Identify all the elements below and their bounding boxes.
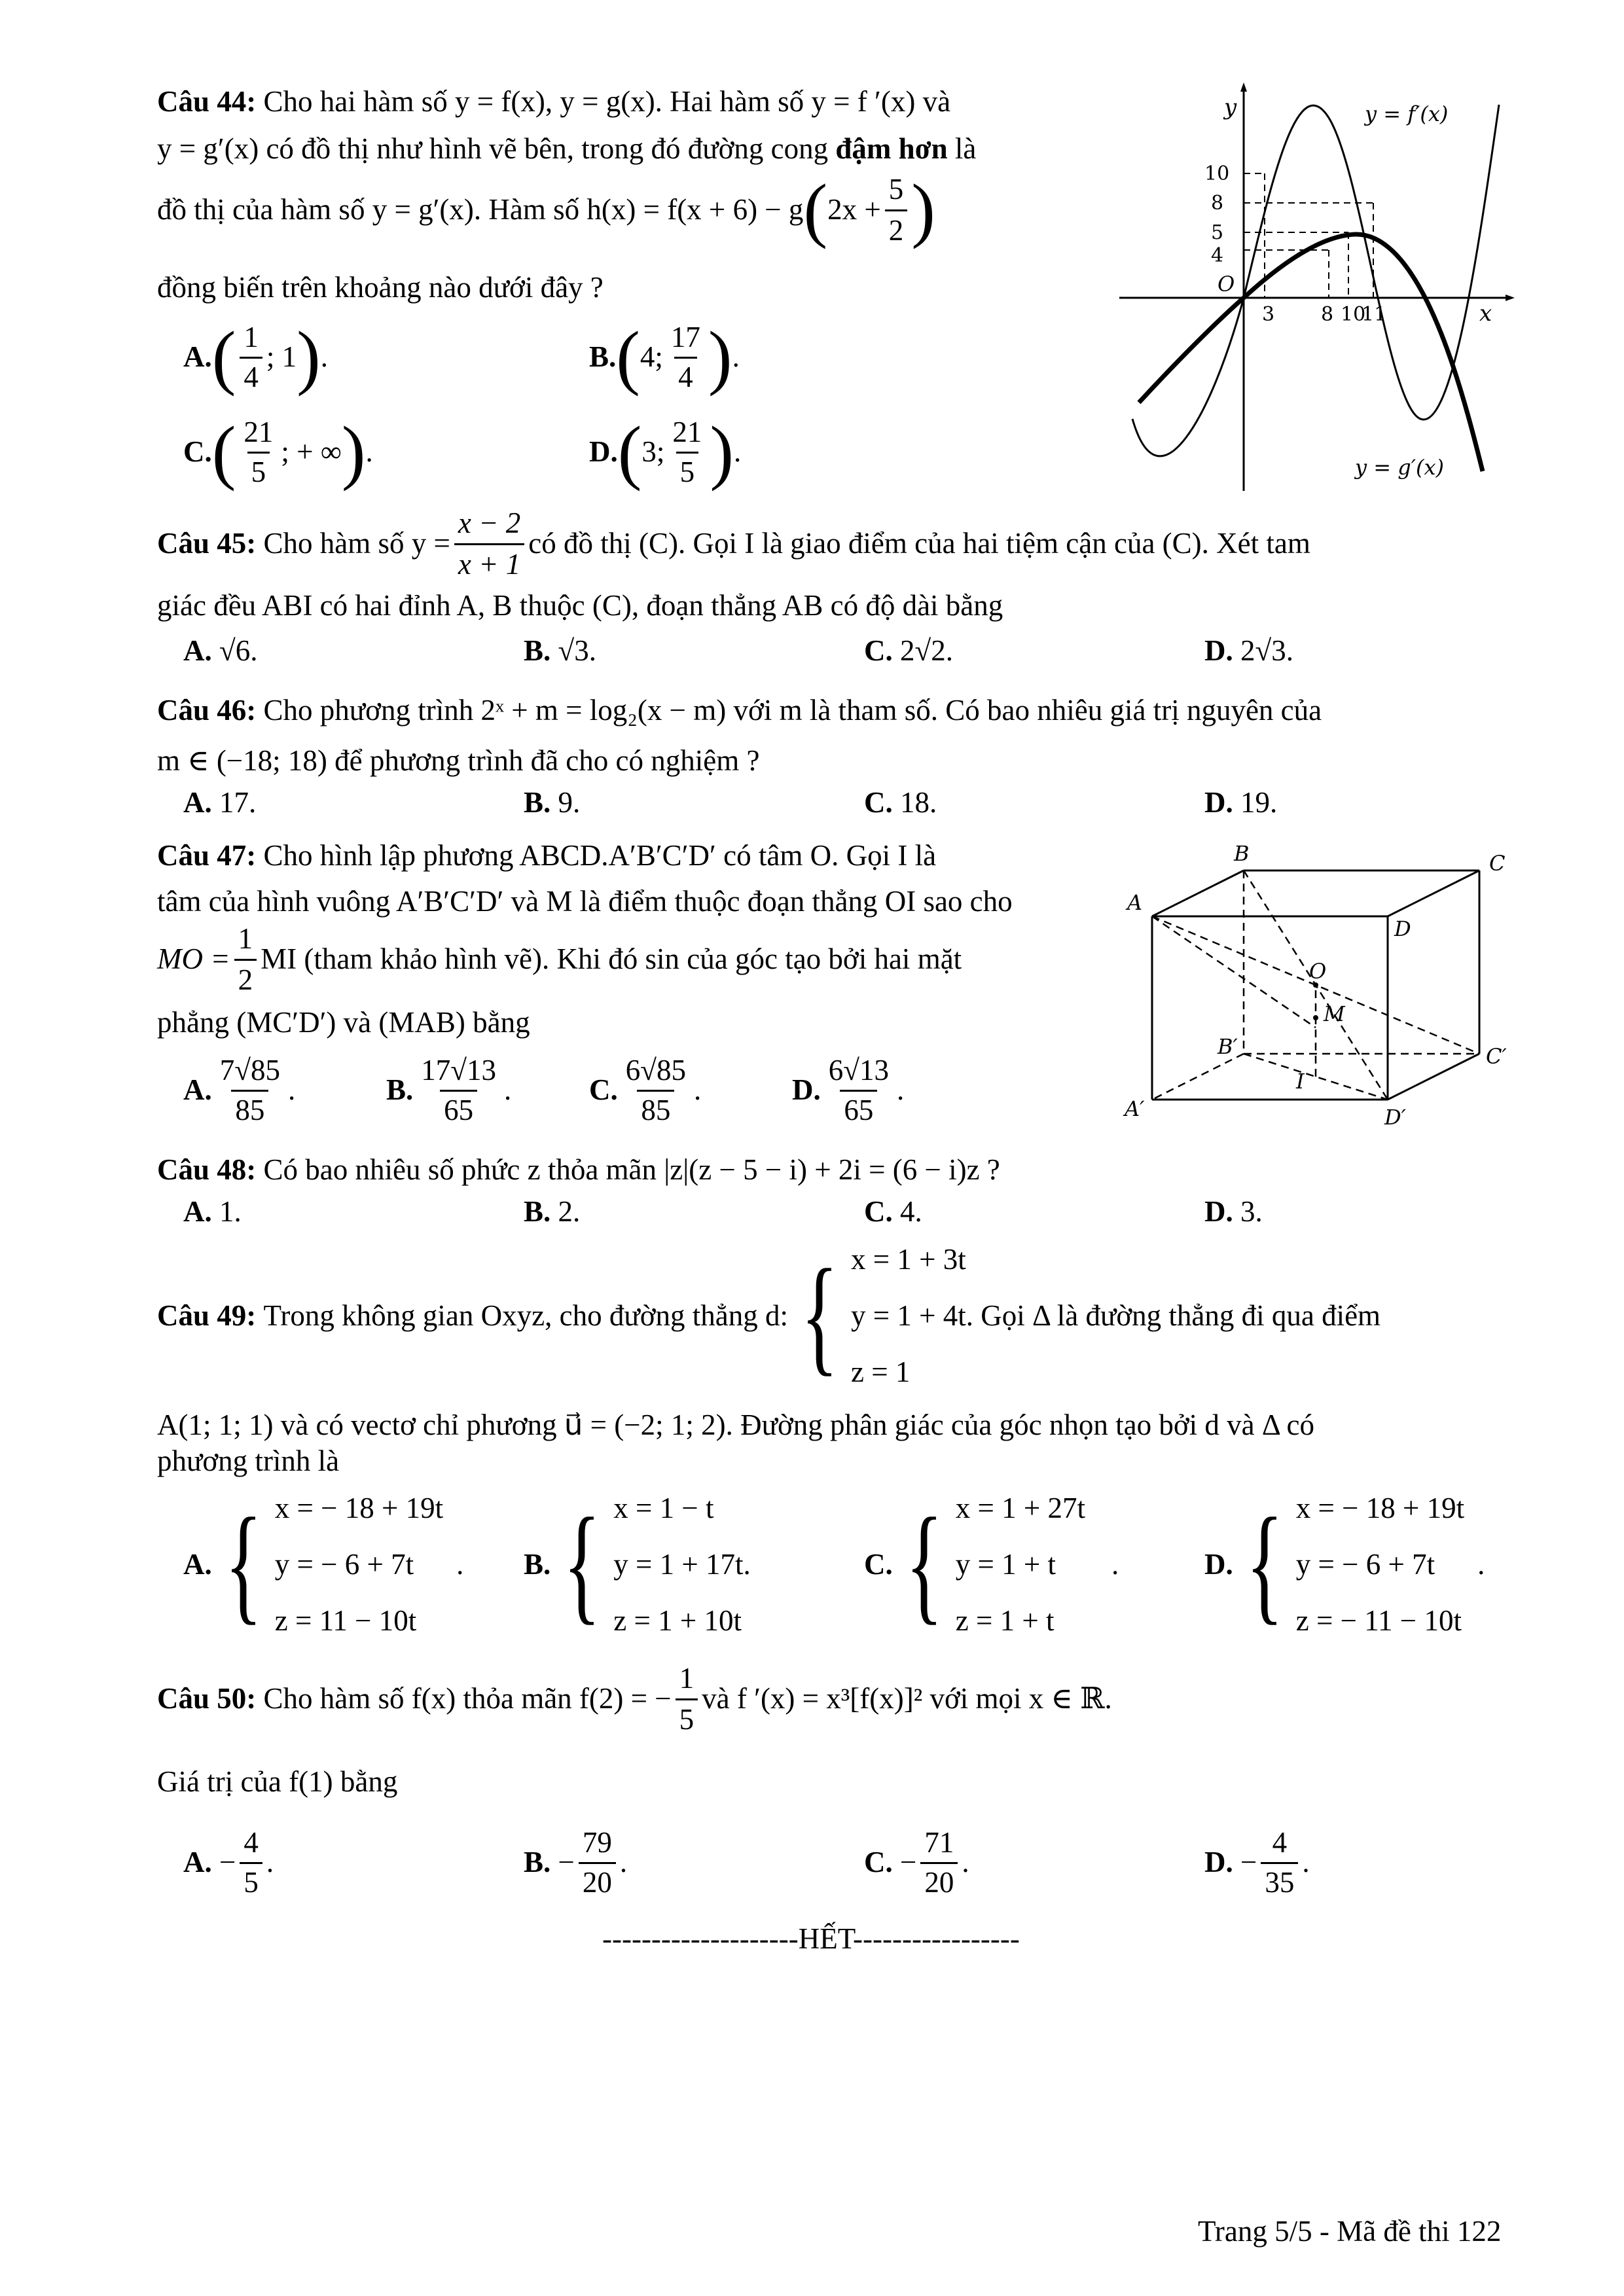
f-prime-curve [1132,105,1499,456]
q44-line2: y = g′(x) có đồ thị như hình vẽ bên, trong đó đường cong đậm hơn là [157,132,977,165]
q49-system: x = 1 + 3t y = 1 + 4t z = 1 [851,1243,966,1388]
y-axis-label: y [1224,94,1237,120]
x-tick-8: 8 [1321,303,1334,326]
q45-option-d: D. 2√3. [1204,634,1293,667]
origin-label: O [1218,272,1235,296]
q48-line1: Câu 48: Có bao nhiêu số phức z thỏa mãn |z|(z − 5 − i) + 2i = (6 − i)z ? [157,1153,1000,1186]
q44-label: Câu 44: [157,85,257,118]
q47-line3: MO = $\frac{1}{2}$ MI (tham khảo hình vẽ). Khi đó sin của góc tạo bởi hai mặt [157,922,962,996]
cube-label-d: D [1394,916,1411,941]
q46-option-b: B. 9. [524,786,581,819]
q46-line2: m ∈ (−18; 18) để phương trình đã cho có nghiệm ? [157,744,760,777]
q47-line4: phẳng (MC′D′) và (MAB) bằng [157,1006,530,1039]
y-tick-8: 8 [1211,192,1224,215]
cube-label-m: M [1324,1001,1345,1026]
q45-line2: giác đều ABI có hai đỉnh A, B thuộc (C), đoạn thẳng AB có độ dài bằng [157,589,1003,622]
q46-option-a: A. 17. [183,786,257,819]
q49-option-a: A. { x = − 18 + 19t y = − 6 + 7t z = 11 − 10t . [183,1492,464,1637]
x-tick-3: 3 [1262,303,1275,326]
q44-line1: Câu 44: Cho hai hàm số y = f(x), y = g(x). Hai hàm số y = f ′(x) và [157,85,951,118]
q47-option-d: D. $\frac{6√13}{65}$ . [792,1053,905,1126]
q48-option-d: D. 3. [1204,1195,1263,1228]
q47-option-c: C. $\frac{6√85}{85}$ . [589,1053,702,1126]
cube-label-c: C [1489,851,1506,876]
q48-option-c: C. 4. [864,1195,922,1228]
q44-frac: $\frac{5}{2}$ [885,171,908,248]
q47-option-b: B. $\frac{17√13}{65}$ . [386,1053,512,1126]
q46-option-d: D. 19. [1204,786,1278,819]
q46-option-c: C. 18. [864,786,937,819]
cube-label-a1: A′ [1125,1096,1145,1121]
q50-option-d: D. − $\frac{4}{35}$ . [1204,1825,1310,1899]
f-prime-label: y = f′(x) [1365,101,1449,126]
cube-label-c1: C′ [1486,1044,1507,1069]
cube-label-a: A [1127,890,1143,915]
q50-option-b: B. − $\frac{79}{20}$ . [524,1825,628,1899]
q45-frac: $\frac{x - 2}{x + 1}$ [454,505,524,582]
q47-cube [1113,838,1519,1132]
x-axis-label: x [1479,300,1492,327]
q44-option-c: C. ( $\frac{21}{5}$ ; + ∞ ) . [183,412,373,492]
q48-option-a: A. 1. [183,1195,242,1228]
q49-line2: A(1; 1; 1) và có vectơ chỉ phương u⃗ = (−2; 1; 2). Đường phân giác của góc nhọn tạo bởi d và Δ có [157,1408,1315,1441]
y-tick-5: 5 [1211,221,1224,244]
q45-option-a: A. √6. [183,634,258,667]
q50-option-c: C. − $\frac{71}{20}$ . [864,1825,969,1899]
q47-line2: tâm của hình vuông A′B′C′D′ và M là điểm thuộc đoạn thẳng OI sao cho [157,885,1013,918]
end-marker: --------------------HẾT----------------- [602,1922,1020,1955]
q44-option-b: B. ( 4; $\frac{17}{4}$ ) . [589,317,740,397]
q45-option-b: B. √3. [524,634,596,667]
q50-option-a: A. − $\frac{4}{5}$ . [183,1825,274,1899]
y-tick-4: 4 [1211,244,1224,267]
y-tick-10: 10 [1204,162,1230,185]
q44-graph [1113,79,1519,497]
q48-option-b: B. 2. [524,1195,581,1228]
cube-label-o: O [1309,959,1327,984]
cube-label-b: B [1234,841,1250,866]
q46-line1: Câu 46: Cho phương trình 2ˣ + m = log₂(x − m) với m là tham số. Có bao nhiêu giá trị nguyên của [157,694,1322,726]
q47-line1: Câu 47: Cho hình lập phương ABCD.A′B′C′D′ có tâm O. Gọi I là [157,839,937,872]
q50-line2: Giá trị của f(1) bằng [157,1765,398,1798]
x-tick-11: 11 [1362,303,1387,326]
x-tick-10: 10 [1341,303,1366,326]
q50-line1: Câu 50: Cho hàm số f(x) thỏa mãn f(2) = − $\frac{1}{5}$ và f ′(x) = x³[f(x)]² với mọi x ∈ ℝ. [157,1661,1112,1736]
q49-line1: Câu 49: Trong không gian Oxyz, cho đường thẳng d: { x = 1 + 3t y = 1 + 4t z = 1 . Gọi Δ là đường thẳng đi qua điểm [157,1230,1380,1401]
page-footer: Trang 5/5 - Mã đề thi 122 [1198,2215,1502,2248]
q49-line3: phương trình là [157,1444,340,1477]
q44-option-a: A. ( $\frac{1}{4}$ ; 1 ) . [183,317,329,397]
g-prime-label: y = g′(x) [1355,455,1444,480]
cube-label-d1: D′ [1384,1105,1406,1130]
q49-option-c: C. { x = 1 + 27t y = 1 + t z = 1 + t . [864,1492,1119,1637]
q47-option-a: A. $\frac{7√85}{85}$ . [183,1053,296,1126]
q44-option-d: D. ( 3; $\frac{21}{5}$ ) . [589,412,742,492]
q44-line4: đồng biến trên khoảng nào dưới đây ? [157,271,604,304]
cube-label-i: I [1296,1069,1305,1094]
cube-label-b1: B′ [1218,1034,1238,1059]
q49-option-d: D. { x = − 18 + 19t y = − 6 + 7t z = − 11 − 10t . [1204,1492,1485,1637]
q45-line1: Câu 45: Cho hàm số y = $\frac{x - 2}{x + 1}$ có đồ thị (C). Gọi I là giao điểm của hai tiệm cận của (C). Xét tam [157,506,1310,581]
g-prime-curve [1139,234,1483,471]
q49-option-b: B. { x = 1 − t y = 1 + 17t z = 1 + 10t . [524,1492,751,1637]
q44-line3: đồ thị của hàm số y = g′(x). Hàm số h(x) = f(x + 6) − g ( 2x + $\frac{5}{2}$ ) [157,170,935,249]
q45-option-c: C. 2√2. [864,634,953,667]
